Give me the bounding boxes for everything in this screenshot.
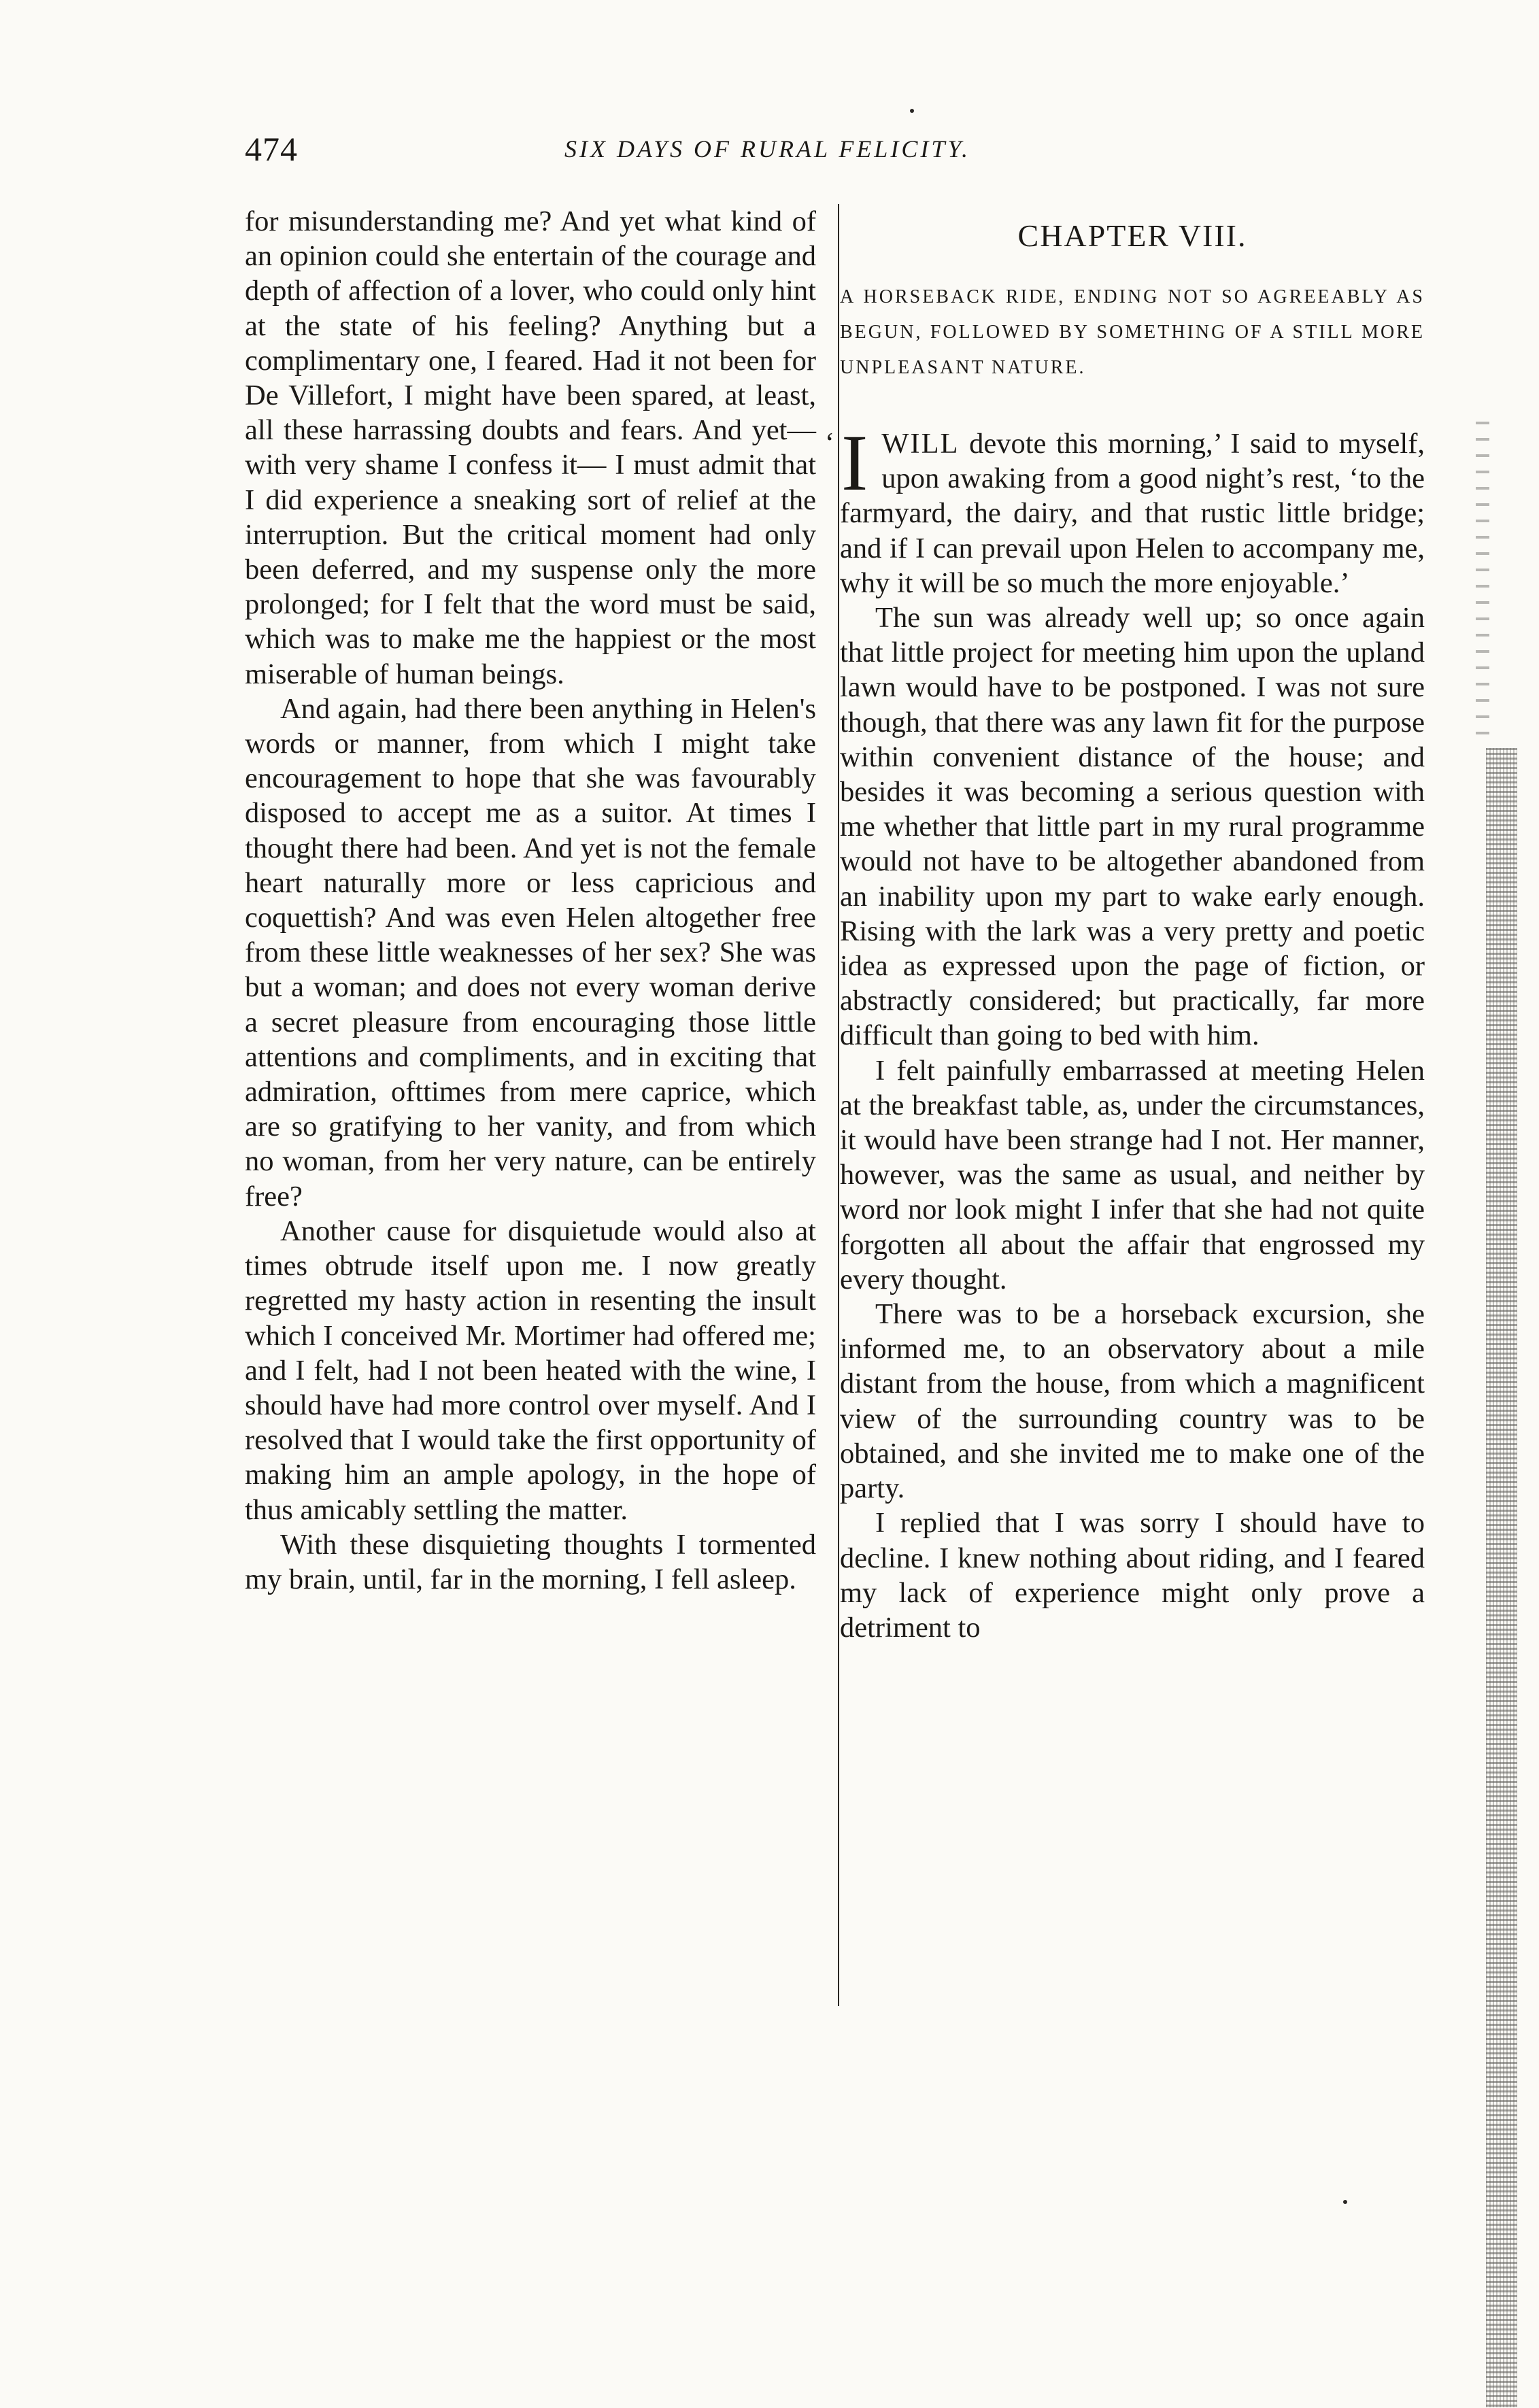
chapter-title: CHAPTER VIII. <box>1017 218 1247 253</box>
page-edge-specks <box>1476 422 1489 748</box>
page-number: 474 <box>245 130 298 168</box>
paragraph: I replied that I was sorry I should have to decline. I knew nothing about riding, and I feared my lack of experience might only prove a detriment to <box>840 1507 1425 1644</box>
paragraph: The sun was already well up; so once again that little project for meeting him upon the upland lawn would have to be postponed. I was not sure though, that there was any lawn fit for the purpose within convenient distance of the house; and besides it was becoming a serious question with me whether that little part in my rural programme would not have to be altogether abandoned from an inability upon my part to wake early enough. Rising with the lark was a very pretty and poetic idea as expressed upon the page of fiction, or abstractly considered; but practically, far more difficult than going to bed with him. <box>840 602 1425 1052</box>
right-column <box>825 204 1425 1645</box>
page-edge-texture <box>1486 748 1517 2407</box>
drop-cap: I <box>841 418 868 507</box>
paragraph: for misunderstanding me? And yet what kind of an opinion could she entertain of the courage and depth of affection of a lover, who could only hint at the state of his feeling? Anything but a complimentary one, I feared. Had it not been for De Villefort, I might have been spared, at least, all these harrassing doubts and fears. And yet—with very shame I confess it— I must admit that I did experience a sneaking sort of relief at the interruption. But the critical moment had only been deferred, and my suspense only the more prolonged; for I felt that the word must be said, which was to make me the happiest or the most miserable of human beings. <box>245 205 816 690</box>
paragraph: Another cause for disquietude would also at times obtrude itself upon me. I now greatly regretted my hasty action in resenting the insult which I conceived Mr. Mortimer had offered me; and I felt, had I not been heated with the wine, I should have had more control over myself. And I resolved that I would take the first opportunity of making him an ample apology, in the hope of thus amicably settling the matter. <box>245 1215 816 1526</box>
paragraph: With these disquieting thoughts I tormented my brain, until, far in the morning, I fell asleep. <box>245 1528 816 1595</box>
paragraph: I felt painfully embarrassed at meeting Helen at the breakfast table, as, under the circumstances, it would have been strange had I not. Her manner, however, was the same as usual, and neither by word nor look might I infer that she had not quite forgotten all about the affair that engrossed my every thought. <box>840 1054 1425 1295</box>
opening-smallcaps: WILL <box>881 428 960 460</box>
column-divider <box>838 204 839 2006</box>
running-head <box>0 129 1539 177</box>
chapter-opening-paragraph <box>825 418 1425 600</box>
paragraph: There was to be a horseback excursion, she informed me, to an observatory about a mile distant from the house, from which a magnificent view of the surrounding country was to be obtained, and she invited me to make one of the party. <box>840 1298 1425 1505</box>
opening-quote: ‘ <box>825 428 834 459</box>
ink-speck <box>910 109 914 113</box>
paragraph: And again, had there been anything in Helen's words or manner, from which I might take encouragement to hope that she was favourably disposed to accept me as a suitor. At times I thought there had been. And yet is not the female heart naturally more or less capricious and coquettish? And was even Helen altogether free from these little weaknesses of her sex? She was but a woman; and does not every woman derive a secret pleasure from encouraging those little attentions and compliments, and in exciting that admiration, ofttimes from mere caprice, which are so gratifying to her vanity, and from which no woman, from her very nature, can be entirely free? <box>245 692 816 1213</box>
ink-speck <box>1343 2200 1347 2204</box>
chapter-summary: A HORSEBACK RIDE, ENDING NOT SO AGREEABLY AS BEGUN, FOLLOWED BY SOMETHING OF A STILL MORE UNPLEASANT NATURE. <box>840 286 1425 378</box>
opening-text: devote this morning,’ I said to myself, upon awaking from a good night’s rest, ‘to the farmyard, the dairy, and that rustic little bridge; and if I can prevail upon Helen to accompany me, why it will be so much the more enjoyable.’ <box>840 428 1425 599</box>
left-column <box>245 204 816 1597</box>
running-title: SIX DAYS OF RURAL FELICITY. <box>564 135 971 163</box>
